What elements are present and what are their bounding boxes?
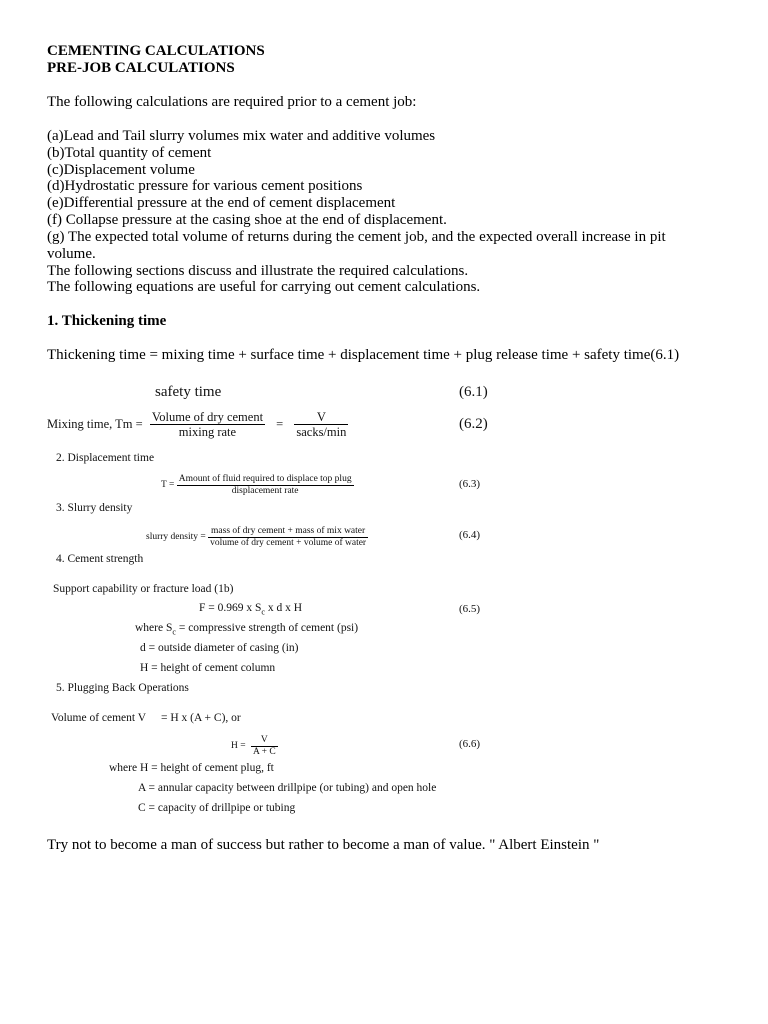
mixing-time-equation: [47, 410, 348, 440]
volume-cement-equation: = H x (A + C), or: [161, 712, 241, 724]
f-eq-subscript: c: [261, 607, 265, 617]
displacement-denominator: displacement rate: [231, 485, 299, 496]
equation-number-6-4: (6.4): [459, 529, 481, 541]
equation-number-6-1: (6.1): [459, 384, 488, 400]
displacement-equation: [161, 474, 354, 497]
h-label: H =: [231, 741, 246, 752]
thickening-equation: Thickening time = mixing time + surface time + displacement time + plug release time + safety time(6.1): [47, 347, 680, 363]
h-equation: [231, 735, 278, 758]
list-item-g-cont: volume.: [47, 246, 96, 262]
paragraph-sections: The following sections discuss and illustrate the required calculations.: [47, 263, 469, 279]
v-numerator: V: [294, 410, 348, 425]
v-fraction: [294, 410, 348, 440]
where-d-definition: d = outside diameter of casing (in): [140, 642, 299, 654]
paragraph-equations: The following equations are useful for carrying out cement calculations.: [47, 279, 481, 295]
h-denominator: A + C: [252, 746, 276, 757]
slurry-label: slurry density =: [146, 532, 206, 543]
f-eq-part-b: x d x H: [264, 602, 303, 614]
where-c-definition: C = capacity of drillpipe or tubing: [138, 802, 296, 814]
doc-title: CEMENTING CALCULATIONS: [47, 43, 265, 59]
slurry-numerator: mass of dry cement + mass of mix water: [208, 526, 368, 538]
h-fraction: [251, 735, 278, 758]
equation-number-6-3: (6.3): [459, 478, 481, 490]
slurry-fraction: [208, 526, 368, 549]
section-plugging-back: 5. Plugging Back Operations: [56, 682, 189, 694]
safety-time-label: safety time: [155, 384, 222, 400]
where-a-definition: A = annular capacity between drillpipe (or tubing) and open hole: [138, 782, 437, 794]
equation-number-6-5: (6.5): [459, 603, 481, 615]
equation-number-6-6: (6.6): [459, 738, 481, 750]
einstein-quote: Try not to become a man of success but rather to become a man of value. " Albert Einstein ": [47, 837, 600, 853]
h-numerator: V: [251, 735, 278, 747]
where-sc-subscript: c: [172, 627, 176, 637]
support-capability-text: Support capability or fracture load (1b): [53, 583, 234, 595]
list-item-d: (d)Hydrostatic pressure for various cement positions: [47, 178, 363, 194]
mixing-label: Mixing time, Tm =: [47, 417, 143, 432]
list-item-b: (b)Total quantity of cement: [47, 145, 212, 161]
section-slurry-density: 3. Slurry density: [56, 502, 133, 514]
section-cement-strength: 4. Cement strength: [56, 553, 144, 565]
where-sc-part-a: where S: [135, 622, 173, 634]
list-item-c: (c)Displacement volume: [47, 162, 195, 178]
where-h-plug-definition: where H = height of cement plug, ft: [109, 762, 274, 774]
mixing-denominator: mixing rate: [178, 425, 237, 440]
equals-sign: =: [276, 417, 284, 432]
where-sc-definition: [135, 622, 358, 636]
displacement-fraction: [177, 474, 354, 497]
mixing-numerator: Volume of dry cement: [151, 410, 264, 424]
slurry-denominator: volume of dry cement + volume of water: [210, 537, 367, 548]
intro-text: The following calculations are required prior to a cement job:: [47, 94, 417, 110]
section-displacement-time: 2. Displacement time: [56, 452, 155, 464]
f-eq-part-a: F = 0.969 x S: [199, 602, 262, 614]
where-sc-part-b: = compressive strength of cement (psi): [175, 622, 359, 634]
list-item-g: (g) The expected total volume of returns during the cement job, and the expected overall increase in pit: [47, 229, 666, 245]
mixing-fraction: [150, 410, 265, 440]
t-label: T =: [161, 480, 175, 491]
fracture-load-equation: [199, 602, 302, 616]
slurry-density-equation: [146, 526, 368, 549]
doc-subtitle: PRE-JOB CALCULATIONS: [47, 60, 235, 76]
section-heading-thickening: 1. Thickening time: [47, 313, 167, 329]
volume-cement-label: Volume of cement V: [51, 712, 147, 724]
equation-number-6-2: (6.2): [459, 416, 488, 432]
sacks-denominator: sacks/min: [296, 425, 347, 440]
where-h-definition: H = height of cement column: [140, 662, 276, 674]
list-item-e: (e)Differential pressure at the end of cement displacement: [47, 195, 396, 211]
list-item-a: (a)Lead and Tail slurry volumes mix water and additive volumes: [47, 128, 436, 144]
list-item-f: (f) Collapse pressure at the casing shoe at the end of displacement.: [47, 212, 447, 228]
displacement-numerator: Amount of fluid required to displace top plug: [178, 474, 352, 484]
